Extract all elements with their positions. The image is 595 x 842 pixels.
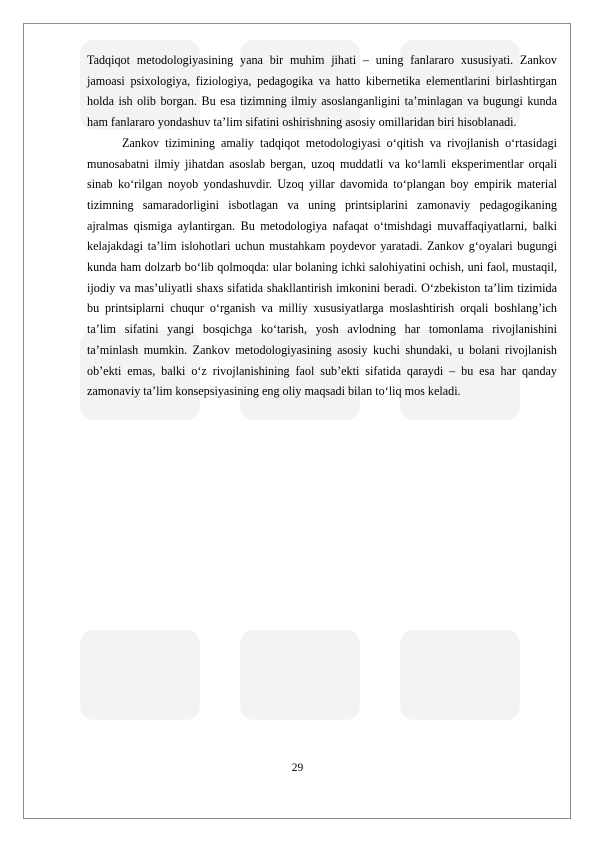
page-number: 29	[291, 762, 304, 774]
document-body	[87, 50, 557, 402]
paragraph-1: Tadqiqot metodologiyasining yana bir muhim jihati – uning fanlararo xususiyati. Zankov jamoasi psixologiya, fiziologiya, pedagogika va hatto kibernetika elementlarini birlashtirgan holda ish olib borgan. Bu esa tizimning ilmiy asoslanganligini ta’minlagan va bugungi kunda ham fanlararo yondashuv ta’lim sifatini oshirishning asosiy omillaridan biri hisoblanadi.	[87, 53, 557, 130]
paragraph-2: Zankov tizimining amaliy tadqiqot metodologiyasi o‘qitish va rivojlanish o‘rtasidagi munosabatni ilmiy jihatdan asoslab bergan, uzoq muddatli va ko‘lamli eksperimentlar orqali sinab ko‘rilgan noyob yondashuvdir. Uzoq yillar davomida to‘plangan boy empirik material tizimning samaradorligini isbotlagan va uning printsiplarini zamonaviy pedagogikaning ajralmas qismiga aylantirgan. Bu metodologiya nafaqat o‘tmishdagi muvaffaqiyatlarni, balki kelajakdagi ta’lim islohotlari uchun mustahkam poydevor yaratadi. Zankov g‘oyalari bugungi kunda ham dolzarb bo‘lib qolmoqda: ular bolaning ichki salohiyatini ochish, uni faol, mustaqil, ijodiy va mas’uliyatli shaxs sifatida shakllantirish imkonini beradi. O‘zbekiston ta’lim tizimida bu printsiplarni chuqur o‘rganish va milliy xususiyatlarga moslashtirish orqali boshlang’ich ta’lim sifatini yangi bosqichga ko‘tarish, yosh avlodning har tomonlama rivojlanishini ta’minlash mumkin. Zankov metodologiyasining asosiy kuchi shundaki, u bolani rivojlanish ob’ekti emas, balki o‘z rivojlanishining faol sub’ekti sifatida qaraydi – bu esa har qanday zamonaviy ta’lim konsepsiyasining eng oliy maqsadi bilan to‘liq mos keladi.	[87, 135, 557, 399]
